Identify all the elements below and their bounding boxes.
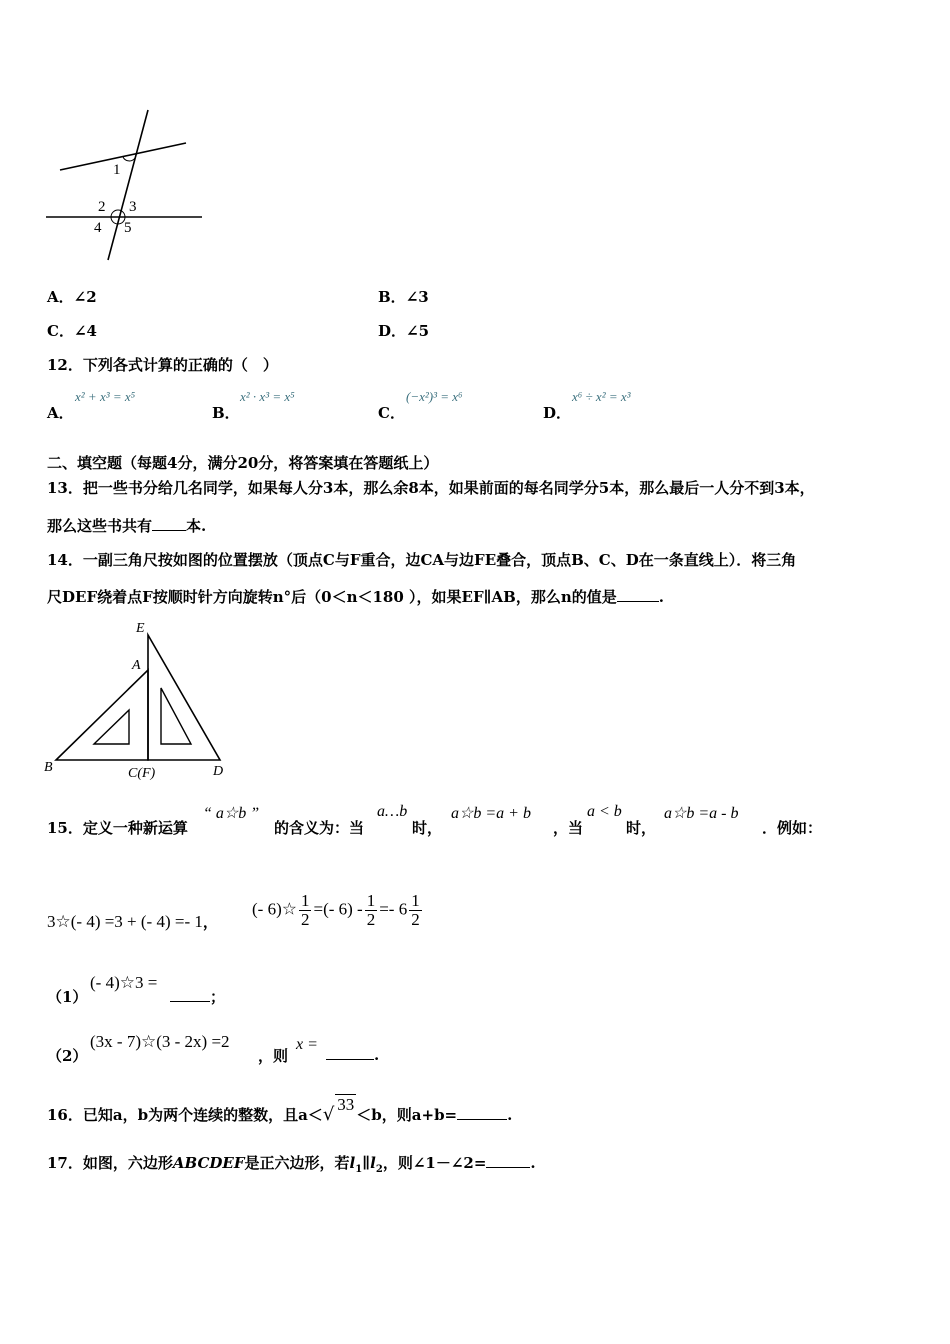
example-2-part-b: =(- 6) - [313, 899, 363, 919]
q15-sub2-answer [326, 1045, 379, 1064]
example-separator: ， [202, 915, 218, 931]
triangle-def-inner [161, 688, 191, 744]
triangle-abc-inner [94, 710, 129, 744]
q15-text-2: 的含义为：当 [274, 819, 365, 837]
point-label-c: C(F) [128, 766, 156, 781]
q12-option-b-formula: x² · x³ = x⁵ [240, 389, 295, 404]
example-2-part-c: =- 6 [379, 899, 408, 919]
q13-line2 [47, 515, 206, 536]
section-title: 二、填空题（每题4分，满分20分，将答案填在答题纸上） [47, 454, 439, 472]
q16-text-2: ＜b，则a+b= [356, 1106, 458, 1124]
q15-sub1-end: ； [210, 988, 226, 1006]
q16-text: 16．已知a，b为两个连续的整数，且a＜ [47, 1106, 323, 1124]
line-l1: l [349, 1154, 356, 1172]
q15-rule-2: a☆b =a - b [664, 805, 739, 822]
q15-sub1-answer [170, 986, 225, 1007]
option-letter: A． [47, 288, 74, 306]
q17 [47, 1152, 536, 1175]
q16-radicand: 33 [337, 1095, 355, 1114]
transversal-line [108, 110, 148, 260]
q13-text: 那么这些书共有 [47, 517, 153, 535]
option-text: ∠2 [73, 288, 97, 306]
option-letter: C． [47, 322, 74, 340]
line-l2: l [370, 1154, 376, 1172]
q11-option-d[interactable] [378, 320, 429, 341]
q14-line1: 14．一副三角尺按如图的位置摆放（顶点C与F重合，边CA与边FE叠合，顶点B、C、D在一条直线上）．将三角 [47, 551, 797, 569]
point-label-a: A [132, 658, 141, 673]
angle-label-3: 3 [129, 199, 137, 215]
q12-option-d-letter[interactable]: D． [543, 404, 572, 422]
q17-answer-blank[interactable] [486, 1153, 530, 1168]
fraction-one-half: $\frac{1}{2}$ [366, 891, 376, 929]
q16 [47, 1095, 513, 1125]
q13-answer-blank[interactable] [152, 516, 186, 531]
upper-line [60, 143, 186, 170]
q11-option-b[interactable] [378, 286, 429, 307]
q15-text-6: ．例如： [762, 819, 823, 837]
hexagon-name: ABCDEF [172, 1154, 245, 1172]
q15-operator: “ a☆b ” [203, 805, 260, 822]
example-2-part-a: (- 6)☆ [252, 899, 297, 919]
q14-text-end: . [658, 588, 665, 606]
angle-arc-1 [123, 157, 135, 161]
triangle-rulers-figure [40, 615, 240, 785]
triangle-def [148, 635, 220, 760]
q15-text-1: 15．定义一种新运算 [47, 819, 188, 837]
line-l1-subscript: 1 [355, 1164, 363, 1175]
option-text: ∠3 [405, 288, 429, 306]
q15-text-3: 时， [412, 819, 443, 837]
q15-text-4: ，当 [553, 819, 584, 837]
q11-option-a[interactable] [47, 286, 97, 307]
q14-answer-blank[interactable] [617, 587, 659, 602]
point-label-d: D [213, 764, 224, 779]
fraction-one-half: $\frac{1}{2}$ [300, 891, 310, 929]
angle-label-2: 2 [98, 199, 106, 215]
parallel-symbol: ∥ [362, 1154, 371, 1172]
fraction-one-half: $\frac{1}{2}$ [411, 891, 420, 929]
q15-sub2-blank[interactable] [326, 1045, 374, 1060]
q13-text-end: 本. [186, 517, 207, 535]
angles-figure [40, 100, 210, 270]
q17-text: 17．如图，六边形 [47, 1154, 173, 1172]
sqrt-sign: √ [322, 1104, 335, 1125]
option-letter: B． [378, 288, 406, 306]
q11-option-c[interactable] [47, 320, 97, 341]
q16-end: . [507, 1106, 513, 1124]
option-text: ∠5 [406, 322, 430, 340]
q15-sub2-expr: (3x - 7)☆(3 - 2x) =2 [90, 1032, 230, 1051]
q12-option-a-letter[interactable]: A． [47, 404, 74, 422]
option-letter: D． [378, 322, 407, 340]
angle-label-1: 1 [113, 162, 121, 178]
q15-sub2-end: . [374, 1046, 380, 1064]
option-text: ∠4 [73, 322, 97, 340]
line-l2-subscript: 2 [375, 1164, 383, 1175]
q12-option-b-letter[interactable]: B． [212, 404, 240, 422]
q15-sub2-text: ，则 [258, 1047, 289, 1065]
q15-sub1-expr: (- 4)☆3 = [90, 973, 158, 992]
q15-sub1-blank[interactable] [170, 987, 210, 1002]
point-label-b: B [44, 760, 53, 775]
angle-label-4: 4 [94, 220, 102, 236]
triangle-abc [56, 670, 148, 760]
q17-text-2: 是正六边形，若 [244, 1154, 350, 1172]
q15-example-1 [47, 911, 218, 932]
angle-label-5: 5 [124, 220, 132, 236]
q12-option-c-letter[interactable]: C． [378, 404, 405, 422]
q17-end: . [530, 1154, 536, 1172]
q15-condition-2: a < b [587, 803, 622, 820]
q15-example-2 [252, 892, 424, 936]
q12-stem: 12．下列各式计算的正确的（ ） [47, 356, 278, 374]
q16-answer-blank[interactable] [457, 1105, 507, 1120]
q12-option-a-formula: x² + x³ = x⁵ [75, 389, 136, 404]
q14-text: 尺DEF绕着点F按顺时针方向旋转n°后（0＜n＜180 ），如果EF∥AB，那么n的值是 [47, 588, 617, 606]
q12-option-c-formula: (−x²)³ = x⁶ [406, 389, 463, 404]
q15-text-5: 时， [626, 819, 657, 837]
q15-sub2-variable: x = [296, 1036, 318, 1053]
example-1-expr: 3☆(- 4) =3 + (- 4) =- 1 [47, 912, 203, 931]
q15-sub2-label: （2） [47, 1047, 88, 1065]
q14-line2 [47, 586, 664, 607]
q15-sub1-label: （1） [47, 988, 88, 1006]
q17-text-3: ，则∠1－∠2= [382, 1154, 487, 1172]
q13-line1: 13．把一些书分给几名同学，如果每人分3本，那么余8本，如果前面的每名同学分5本，那么最后一人分不到3本， [47, 479, 815, 497]
q12-option-d-formula: x⁶ ÷ x² = x³ [572, 389, 631, 404]
q15-rule-1: a☆b =a + b [451, 805, 531, 822]
point-label-e: E [136, 621, 145, 636]
q15-condition-1: a…b [377, 803, 408, 820]
